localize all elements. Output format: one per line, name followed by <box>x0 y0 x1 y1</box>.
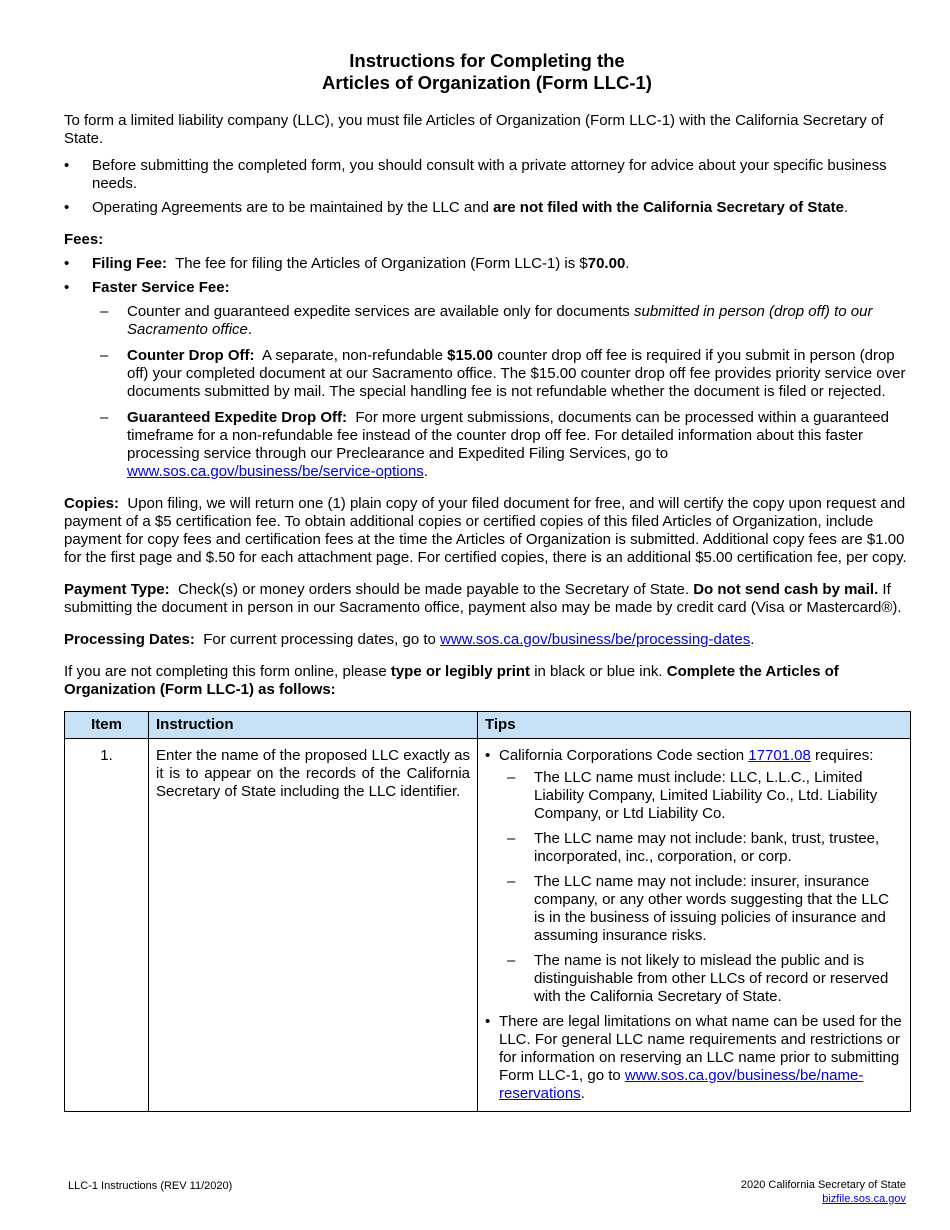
copies-paragraph <box>64 495 910 567</box>
instruction-cell: Enter the name of the proposed LLC exactly as it is to appear on the records of the California Secretary of State including the LLC identifier. <box>149 739 478 1112</box>
filing-fee-item <box>64 255 910 273</box>
counter-drop-off-amount: $15.00 <box>447 347 494 364</box>
guaranteed-expedite-item <box>100 409 910 481</box>
name-rule-no-insurance: – The LLC name may not include: insurer, insurance company, or any other words suggesting that the LLC is in the business of issuing policies of insurance and assuming insurance risks. <box>499 873 903 945</box>
completion-text-2: in black or blue ink. <box>530 663 667 680</box>
completion-bold-2: Complete the Articles of Organization (Form LLC-1) as follows: <box>64 663 839 698</box>
tip-1-text: California Corporations Code section <box>499 747 749 764</box>
consult-text: Before submitting the completed form, you should consult with a private attorney for advice about your specific business needs. <box>92 157 887 192</box>
counter-note-end: . <box>247 321 253 338</box>
completion-bold-1: type or legibly print <box>390 663 531 680</box>
processing-dates-link[interactable]: www.sos.ca.gov/business/be/processing-dates <box>440 631 751 648</box>
counter-drop-off-text: A separate, non-refundable <box>262 347 448 364</box>
tip-1-end: requires: <box>810 747 874 764</box>
fees-list <box>64 255 910 297</box>
footer-right <box>741 1178 906 1206</box>
processing-text: For current processing dates, go to <box>203 631 441 648</box>
processing-end: . <box>750 631 755 648</box>
faster-service-item <box>64 279 910 297</box>
instructions-page <box>64 50 910 1112</box>
form-revision: LLC-1 Instructions (REV 11/2020) <box>68 1180 233 1192</box>
operating-bold: are not filed with the California Secretary of State <box>493 199 845 216</box>
bizfile-link[interactable]: bizfile.sos.ca.gov <box>822 1193 906 1205</box>
header-instruction: Instruction <box>149 712 478 739</box>
completion-text: If you are not completing this form online, please <box>64 663 391 680</box>
tip-2-end: . <box>580 1085 585 1102</box>
item-number: 1. <box>65 739 149 1112</box>
filing-fee-amount: 70.00 <box>587 255 626 272</box>
header-item: Item <box>65 712 149 739</box>
intro-bullets <box>64 157 910 217</box>
operating-text: Operating Agreements are to be maintained by the LLC and <box>92 199 494 216</box>
table-header-row <box>65 712 911 739</box>
fees-heading: Fees: <box>64 231 104 248</box>
operating-agreements-bullet <box>64 199 910 217</box>
filing-fee-end: . <box>625 255 630 272</box>
copies-text: Upon filing, we will return one (1) plain copy of your filed document for free, and will certify the copy upon request and payment of a $5 certification fee. To obtain additional copies or certified copies of this filed Articles of Organization, include payment for copy fees and certification fees at the time the Articles of Organization is submitted. Additional copy fees are $1.00 for the first page and $.50 for each attachment page. For certified copies, there is an additional $5.00 certification fee, per copy. <box>64 495 907 566</box>
tips-list <box>485 747 903 1103</box>
instructions-table <box>64 711 911 1112</box>
copyright-text: 2020 California Secretary of State <box>740 1179 906 1191</box>
title-line-1: Instructions for Completing the <box>349 50 625 71</box>
processing-paragraph <box>64 631 910 649</box>
operating-end: . <box>844 199 849 216</box>
guaranteed-expedite-text: For more urgent submissions, documents can be processed within a guaranteed timeframe for a non-refundable fee instead of the counter drop off fee. For detailed information about this faster processing service through our Preclearance and Expedited Filing Services, go to <box>127 409 889 462</box>
counter-note-italic: submitted in person (drop off) to our Sacramento office <box>127 303 873 338</box>
counter-note-text: Counter and guaranteed expedite services are available only for documents <box>127 303 634 320</box>
payment-paragraph <box>64 581 910 617</box>
tip-name-limitations <box>485 1013 903 1103</box>
filing-fee-text: The fee for filing the Articles of Organization (Form LLC-1) is $ <box>175 255 588 272</box>
processing-label: Processing Dates: <box>64 631 195 648</box>
code-section-link[interactable]: 17701.08 <box>748 747 811 764</box>
name-rules-list <box>499 769 903 1006</box>
table-row <box>65 739 911 1112</box>
name-rule-must-include: – The LLC name must include: LLC, L.L.C., Limited Liability Company, Limited Liability Co., Ltd. Liability Company, or Ltd Liability Co. <box>499 769 903 823</box>
page-title <box>64 50 910 94</box>
name-rule-no-bank: – The LLC name may not include: bank, trust, trustee, incorporated, inc., corporation, or corp. <box>499 830 903 866</box>
intro-paragraph: To form a limited liability company (LLC), you must file Articles of Organization (Form LLC-1) with the California Secretary of State. <box>64 112 884 147</box>
counter-services-note <box>100 303 910 339</box>
tip-2-text: There are legal limitations on what name can be used for the LLC. For general LLC name requirements and restrictions or for information on reserving an LLC name prior to submitting Form LLC-1, go to <box>499 1013 902 1084</box>
tips-cell <box>478 739 911 1112</box>
completion-paragraph <box>64 663 910 699</box>
payment-text: Check(s) or money orders should be made payable to the Secretary of State. <box>177 581 694 598</box>
guaranteed-expedite-label: Guaranteed Expedite Drop Off: <box>127 409 348 426</box>
header-tips: Tips <box>478 712 911 739</box>
name-reservations-link[interactable]: www.sos.ca.gov/business/be/name-reservations <box>499 1067 864 1102</box>
copies-label: Copies: <box>64 495 120 512</box>
counter-drop-off-item <box>100 347 910 401</box>
payment-text-2: If submitting the document in person in our Sacramento office, payment also may be made by credit card (Visa or Mastercard®). <box>64 581 902 616</box>
title-line-2: Articles of Organization (Form LLC-1) <box>322 72 652 93</box>
counter-drop-off-text-2: counter drop off fee is required if you submit in person (drop off) your completed document at our Sacramento office. The $15.00 counter drop off fee provides priority service over documents submitted by mail. The special handling fee is not refundable whether the document is filed or rejected. <box>127 347 906 400</box>
service-options-link[interactable]: www.sos.ca.gov/business/be/service-options <box>127 463 424 480</box>
name-rule-not-misleading: – The name is not likely to mislead the public and is distinguishable from other LLCs of record or reserved with the California Secretary of State. <box>499 952 903 1006</box>
payment-bold: Do not send cash by mail. <box>693 581 879 598</box>
faster-service-label: Faster Service Fee: <box>92 279 230 296</box>
consult-bullet <box>64 157 910 193</box>
counter-drop-off-label: Counter Drop Off: <box>127 347 255 364</box>
filing-fee-label: Filing Fee: <box>92 255 167 272</box>
payment-label: Payment Type: <box>64 581 170 598</box>
guaranteed-expedite-end: . <box>423 463 428 480</box>
tip-corporations-code <box>485 747 903 1006</box>
faster-service-list <box>100 303 910 481</box>
